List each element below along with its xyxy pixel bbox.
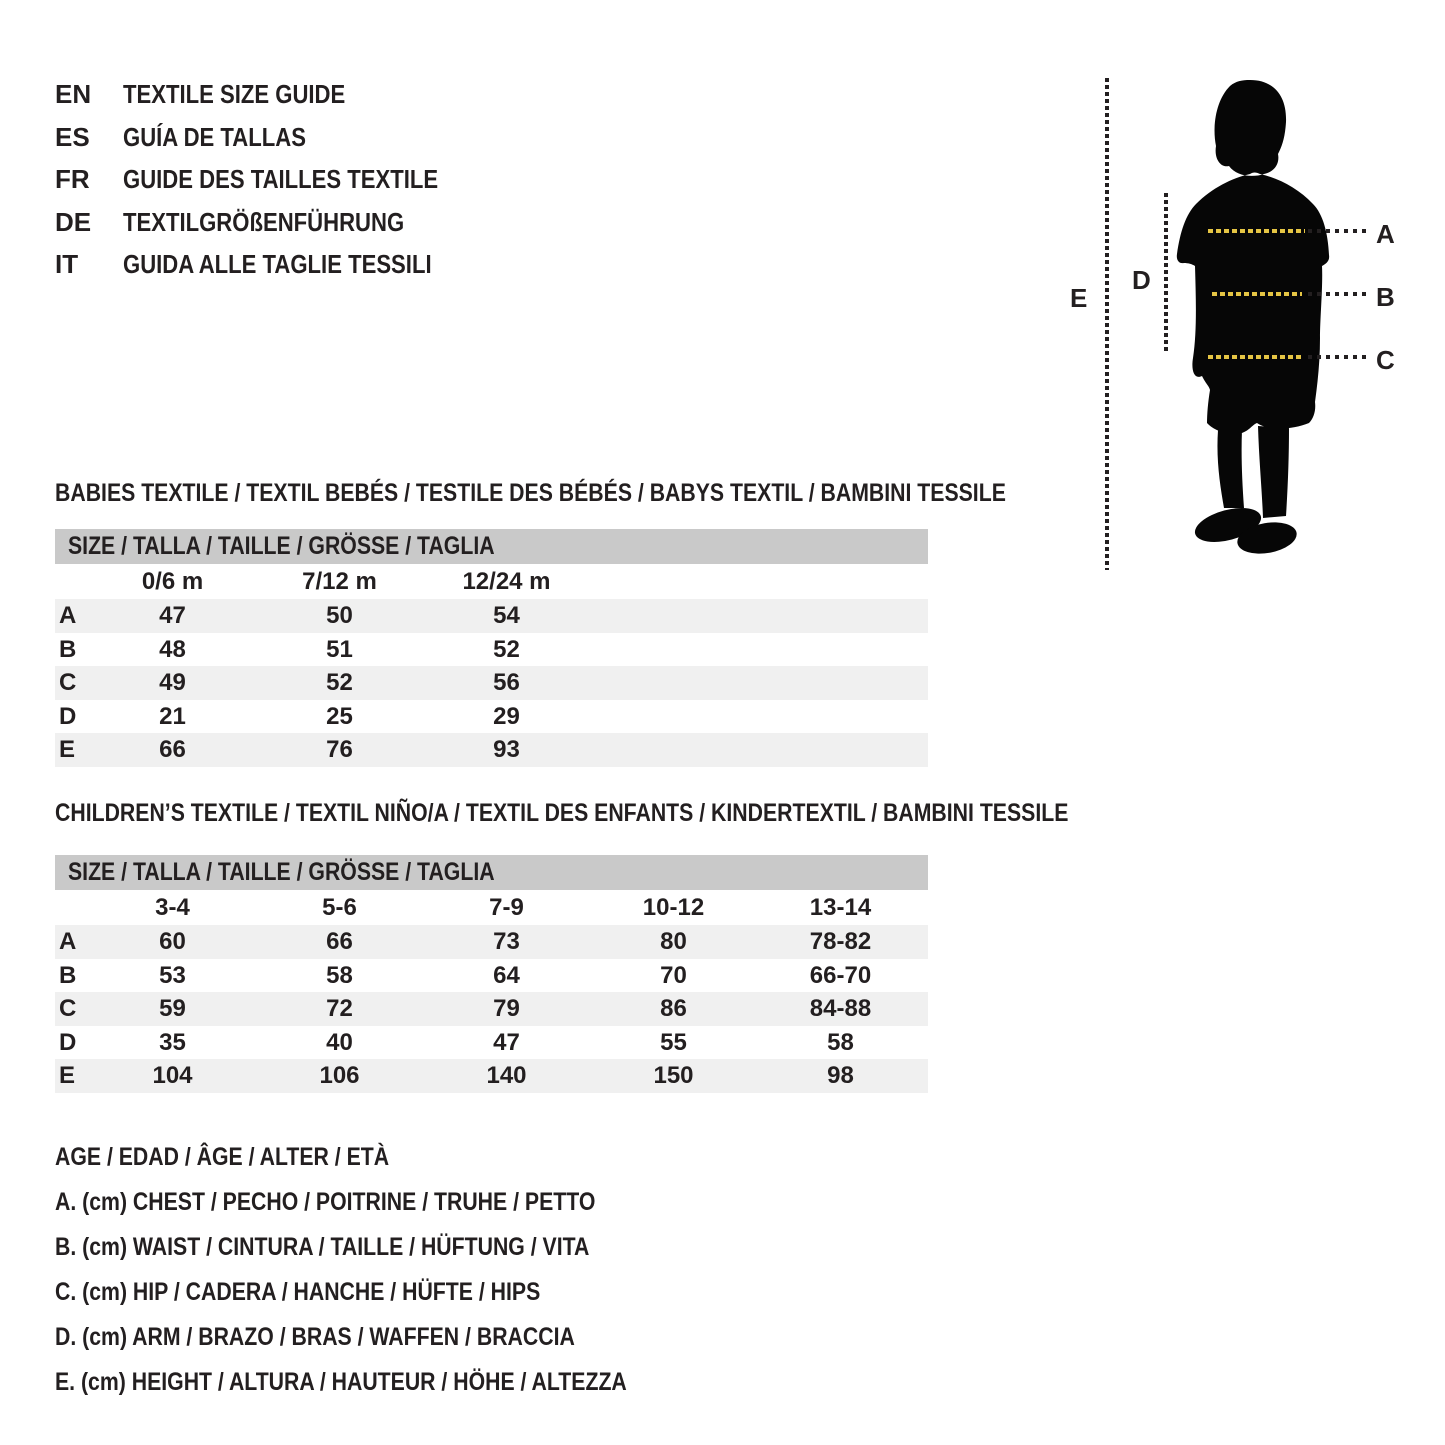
column-header: 3-4 [155, 894, 190, 921]
hip-leader-line [1308, 355, 1366, 359]
column-header: 0/6 m [141, 568, 204, 595]
table-cell: 56 [493, 669, 520, 696]
legend-arm-line: D. (cm) ARM / BRAZO / BRAS / WAFFEN / BRACCIA [55, 1323, 575, 1351]
row-label: A [59, 928, 77, 955]
waist-line [1212, 292, 1302, 296]
table-cell: 72 [326, 995, 353, 1022]
chest-line [1208, 229, 1305, 233]
table-cell: 54 [493, 602, 520, 629]
measurement-legend [55, 1135, 728, 1405]
table-cell: 55 [660, 1028, 687, 1056]
language-title-list [55, 73, 494, 286]
children-size-table [55, 855, 928, 1093]
lang-title: GUIDA ALLE TAGLIE TESSILI [123, 249, 432, 279]
legend-hip-line: C. (cm) HIP / CADERA / HANCHE / HÜFTE / HIPS [55, 1278, 541, 1306]
table-cell: 49 [159, 669, 186, 696]
column-header: 5-6 [322, 894, 357, 921]
table-cell: 25 [326, 702, 353, 730]
child-silhouette [1152, 70, 1352, 570]
table-cell: 140 [486, 1062, 527, 1089]
hip-line [1208, 355, 1303, 359]
table-cell: 59 [159, 995, 186, 1022]
table-cell: 21 [159, 702, 186, 730]
size-header-bar: SIZE / TALLA / TAILLE / GRÖSSE / TAGLIA [55, 855, 928, 890]
table-cell: 76 [326, 736, 353, 763]
table-row-d [55, 700, 928, 734]
lang-row-es [55, 116, 494, 159]
table-cell: 47 [159, 602, 186, 629]
babies-section-title: BABIES TEXTILE / TEXTIL BEBÉS / TESTILE DES BÉBÉS / BABYS TEXTIL / BAMBINI TESSILE [55, 479, 1006, 507]
column-header: 12/24 m [462, 568, 551, 595]
lang-code: FR [55, 164, 90, 194]
table-cell: 70 [660, 961, 687, 989]
table-cell: 93 [493, 736, 520, 763]
table-cell: 52 [493, 635, 520, 663]
row-label: C [59, 995, 77, 1022]
row-label: E [59, 1062, 76, 1089]
table-cell: 35 [159, 1028, 186, 1056]
table-cell: 51 [326, 635, 353, 663]
lang-code: ES [55, 121, 90, 152]
table-cell: 52 [326, 669, 353, 696]
lang-code: EN [55, 79, 92, 109]
size-header-bar: SIZE / TALLA / TAILLE / GRÖSSE / TAGLIA [55, 529, 928, 564]
children-section-title: CHILDREN’S TEXTILE / TEXTIL NIÑO/A / TEXTIL DES ENFANTS / KINDERTEXTIL / BAMBINI TESSILE [55, 799, 1069, 827]
column-header: 10-12 [642, 894, 705, 921]
table-cell: 47 [493, 1028, 520, 1056]
lang-title: TEXTILE SIZE GUIDE [123, 79, 346, 109]
row-label: B [59, 635, 77, 663]
table-cell: 98 [827, 1062, 854, 1089]
table-cell: 78-82 [809, 928, 872, 955]
column-header-row [55, 890, 928, 925]
legend-height-line: E. (cm) HEIGHT / ALTURA / HAUTEUR / HÖHE / ALTEZZA [55, 1368, 627, 1396]
row-label: B [59, 961, 77, 989]
table-row-a [55, 599, 928, 633]
column-header-row [55, 564, 928, 599]
lang-row-de [55, 201, 494, 244]
table-row-a [55, 925, 928, 959]
arm-label: D [1132, 265, 1151, 295]
column-header: 7/12 m [302, 568, 377, 595]
table-cell: 50 [326, 602, 353, 629]
table-cell: 150 [653, 1062, 694, 1089]
table-row-e [55, 1059, 928, 1093]
table-cell: 66-70 [809, 961, 872, 989]
table-cell: 84-88 [809, 995, 872, 1022]
table-row-b [55, 633, 928, 667]
row-label: E [59, 736, 76, 763]
table-row-e [55, 733, 928, 767]
row-label: A [59, 602, 77, 629]
chest-label: A [1376, 219, 1395, 249]
column-header: 13-14 [809, 894, 872, 921]
table-cell: 86 [660, 995, 687, 1022]
table-cell: 48 [159, 635, 186, 663]
row-label: D [59, 702, 77, 730]
table-row-d [55, 1026, 928, 1060]
lang-code: DE [55, 206, 92, 237]
table-cell: 53 [159, 961, 186, 989]
arm-measure-line [1164, 193, 1168, 351]
lang-code: IT [55, 249, 79, 279]
table-cell: 80 [660, 928, 687, 955]
table-cell: 66 [159, 736, 186, 763]
waist-leader-line [1308, 292, 1366, 296]
table-cell: 58 [827, 1028, 854, 1056]
table-cell: 60 [159, 928, 186, 955]
table-cell: 73 [493, 928, 520, 955]
babies-size-table [55, 529, 928, 767]
height-label: E [1070, 283, 1088, 313]
table-cell: 29 [493, 702, 520, 730]
lang-title: GUÍA DE TALLAS [123, 121, 306, 152]
lang-row-fr [55, 158, 494, 201]
waist-label: B [1376, 282, 1395, 312]
legend-chest-line: A. (cm) CHEST / PECHO / POITRINE / TRUHE / PETTO [55, 1188, 596, 1216]
row-label: D [59, 1028, 77, 1056]
row-label: C [59, 669, 77, 696]
table-cell: 40 [326, 1028, 353, 1056]
lang-row-en [55, 73, 494, 116]
table-cell: 66 [326, 928, 353, 955]
legend-waist-line: B. (cm) WAIST / CINTURA / TAILLE / HÜFTUNG / VITA [55, 1233, 590, 1261]
chest-leader-line [1308, 229, 1366, 233]
table-cell: 58 [326, 961, 353, 989]
table-cell: 79 [493, 995, 520, 1022]
table-cell: 104 [152, 1062, 193, 1089]
hip-label: C [1376, 345, 1395, 375]
legend-age-line: AGE / EDAD / ÂGE / ALTER / ETÀ [55, 1143, 390, 1171]
table-row-c [55, 666, 928, 700]
column-header: 7-9 [489, 894, 524, 921]
table-cell: 106 [319, 1062, 360, 1089]
table-row-b [55, 959, 928, 993]
table-cell: 64 [493, 961, 520, 989]
table-row-c [55, 992, 928, 1026]
lang-title: TEXTILGRÖßENFÜHRUNG [123, 206, 405, 237]
child-silhouette-body [1177, 80, 1329, 518]
lang-title: GUIDE DES TAILLES TEXTILE [123, 164, 439, 194]
lang-row-it [55, 243, 494, 286]
